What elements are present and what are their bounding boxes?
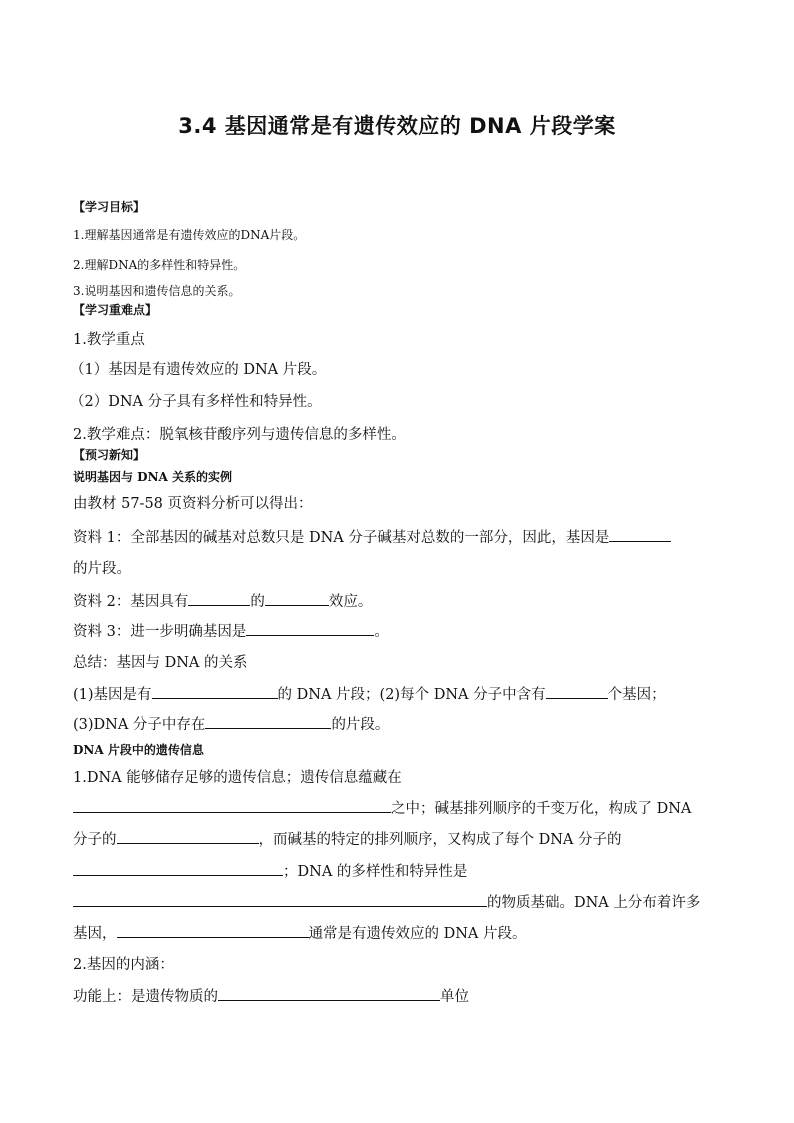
function-line — [73, 985, 469, 1006]
function-text: 单位 — [440, 989, 469, 1005]
gene-meaning-heading: 2.基因的内涵： — [73, 957, 174, 973]
blank-field[interactable] — [205, 714, 331, 729]
info-line-6 — [73, 922, 527, 943]
info-text: 基因， — [73, 926, 117, 942]
relation-text: 个基因； — [607, 687, 666, 703]
relation-text: 的 DNA 片段；(2)每个 DNA 分子中含有 — [277, 687, 546, 703]
focus-label: 1.教学重点 — [73, 332, 145, 348]
focus-item-2: （2）DNA 分子具有多样性和特异性。 — [70, 394, 322, 410]
info-line-2 — [73, 797, 691, 818]
info-line-4 — [73, 860, 467, 881]
objective-item-2: 2.理解DNA的多样性和特异性。 — [73, 258, 246, 272]
material-2-text: 的 — [250, 594, 265, 610]
function-text: 功能上：是遗传物质的 — [73, 989, 218, 1005]
info-text: 通常是有遗传效应的 DNA 片段。 — [308, 926, 527, 942]
info-text: 分子的 — [73, 832, 117, 848]
page-title: 3.4 基因通常是有遗传效应的 DNA 片段学案 — [178, 114, 616, 138]
material-2-text: 效应。 — [328, 594, 373, 610]
info-text: 的物质基础。DNA 上分布着许多 — [487, 895, 701, 911]
material-2-line — [73, 590, 372, 611]
blank-field[interactable] — [218, 986, 440, 1001]
blank-field[interactable] — [265, 591, 329, 606]
blank-field[interactable] — [73, 892, 487, 907]
info-text: ，而碱基的特定的排列顺序，又构成了每个 DNA 分子的 — [258, 832, 622, 848]
material-1-tail: 的片段。 — [73, 561, 131, 577]
blank-field[interactable] — [546, 684, 608, 699]
info-line-1: 1.DNA 能够储存足够的遗传信息；遗传信息蕴藏在 — [73, 770, 402, 786]
material-3-text: 。 — [374, 624, 389, 640]
material-3-text: 资料 3：进一步明确基因是 — [73, 624, 247, 640]
material-1-line — [73, 526, 671, 547]
relation-text: 的片段。 — [331, 717, 390, 733]
blank-field[interactable] — [73, 798, 391, 813]
focus-item-1: （1）基因是有遗传效应的 DNA 片段。 — [70, 362, 327, 378]
material-1-text: 资料 1：全部基因的碱基对总数只是 DNA 分子碱基对总数的一部分，因此，基因是 — [73, 530, 610, 546]
blank-field[interactable] — [117, 829, 259, 844]
material-3-line — [73, 620, 389, 641]
relation-line-3 — [73, 713, 389, 734]
objectives-heading: 【学习目标】 — [73, 200, 146, 214]
intro-text: 由教材 57-58 页资料分析可以得出： — [73, 496, 313, 512]
objective-item-1: 1.理解基因通常是有遗传效应的DNA片段。 — [73, 228, 306, 242]
preview-heading: 【预习新知】 — [73, 448, 146, 462]
info-text: 之中；碱基排列顺序的千变万化，构成了 DNA — [391, 801, 692, 817]
info-line-5 — [73, 891, 700, 912]
blank-field[interactable] — [246, 621, 374, 636]
material-2-text: 资料 2：基因具有 — [73, 594, 189, 610]
info-line-3 — [73, 828, 622, 849]
blank-field[interactable] — [73, 861, 283, 876]
objective-item-3: 3.说明基因和遗传信息的关系。 — [73, 284, 241, 298]
section2-title: DNA 片段中的遗传信息 — [73, 743, 204, 757]
blank-field[interactable] — [609, 527, 671, 542]
blank-field[interactable] — [117, 923, 309, 938]
relation-line-1 — [73, 683, 666, 704]
relation-text: (1)基因是有 — [73, 687, 152, 703]
relation-text: (3)DNA 分子中存在 — [73, 717, 206, 733]
blank-field[interactable] — [188, 591, 250, 606]
section1-title: 说明基因与 DNA 关系的实例 — [73, 470, 233, 484]
difficulty-text: 2.教学难点：脱氧核苷酸序列与遗传信息的多样性。 — [73, 427, 406, 443]
summary-text: 总结：基因与 DNA 的关系 — [73, 655, 248, 671]
info-text: ；DNA 的多样性和特异性是 — [283, 864, 468, 880]
blank-field[interactable] — [152, 684, 278, 699]
keypoints-heading: 【学习重难点】 — [73, 303, 158, 317]
